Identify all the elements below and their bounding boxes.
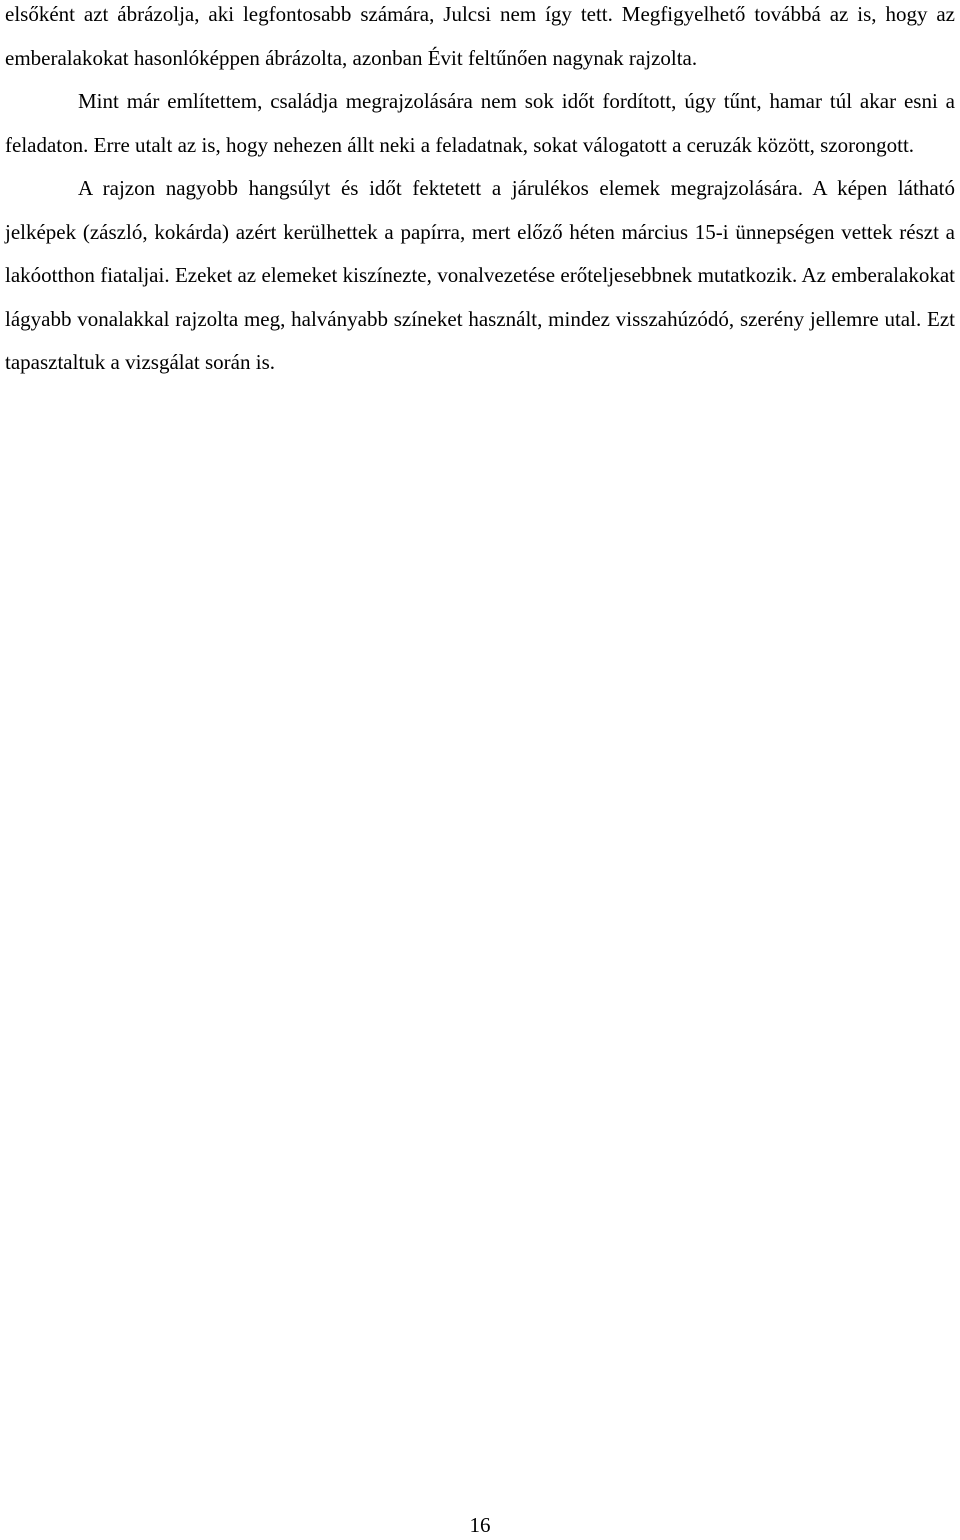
page-number: 16: [469, 1513, 491, 1537]
document-body: [5, 0, 955, 385]
paragraph-1: elsőként azt ábrázolja, aki legfontosabb számára, Julcsi nem így tett. Megfigyelhető továbbá az is, hogy az emberalakokat hasonlóképpen ábrázolta, azonban Évit feltűnően nagynak rajzolta.: [5, 2, 955, 70]
paragraph-3: A rajzon nagyobb hangsúlyt és időt fektetett a járulékos elemek megrajzolására. A képen látható jelképek (zászló, kokárda) azért kerülhettek a papírra, mert előző héten március 15-i ünnepségen vettek részt a lakóotthon fiataljai. Ezeket az elemeket kiszínezte, vonalvezetése erőteljesebbnek mutatkozik. Az emberalakokat lágyabb vonalakkal rajzolta meg, halványabb színeket használt, mindez visszahúzódó, szerény jellemre utal. Ezt tapasztaltuk a vizsgálat során is.: [5, 176, 955, 374]
paragraph-2: Mint már említettem, családja megrajzolására nem sok időt fordított, úgy tűnt, hamar túl akar esni a feladaton. Erre utalt az is, hogy nehezen állt neki a feladatnak, sokat válogatott a ceruzák között, szorongott.: [5, 89, 955, 157]
